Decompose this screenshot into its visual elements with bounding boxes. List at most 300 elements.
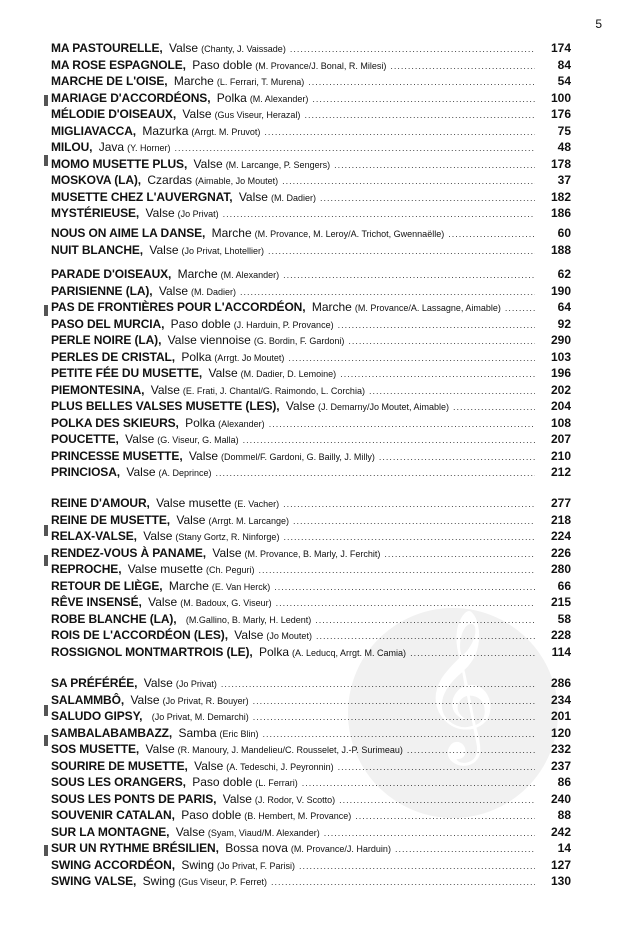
entry-title: MARCHE DE L'OISE,: [51, 74, 168, 88]
leader-dots: [268, 246, 535, 256]
leader-dots: [216, 468, 535, 478]
entry-credits: (Chanty, J. Vaissade): [201, 44, 286, 54]
entry-page-number: 176: [550, 107, 571, 121]
leader-dots: [338, 762, 535, 772]
leader-dots: [448, 229, 535, 239]
entry-page-number: 88: [557, 808, 571, 822]
toc-entry: [51, 709, 571, 726]
entry-title: ROBE BLANCHE (LA),: [51, 611, 177, 626]
entry-genre: Swing: [181, 857, 214, 872]
entry-page-number: 201: [550, 709, 571, 723]
leader-dots: [223, 209, 535, 219]
entry-title: PARISIENNE (LA),: [51, 283, 153, 298]
toc-entry: [51, 546, 571, 563]
entry-credits: (Jo Privat): [177, 209, 219, 219]
entry-page-number: 286: [550, 676, 571, 690]
toc-entry: [51, 595, 571, 612]
leader-dots: [293, 516, 535, 526]
leader-dots: [324, 828, 535, 838]
entry-credits: (Aimable, Jo Moutet): [195, 176, 279, 186]
leader-dots: [240, 287, 535, 297]
entry-title: PARADE D'OISEAUX,: [51, 267, 172, 281]
entry-title: RENDEZ-VOUS À PANAME,: [51, 545, 207, 560]
entry-page-number: 228: [550, 628, 571, 642]
entry-title: SOS MUSETTE,: [51, 742, 140, 756]
entry-title: NOUS ON AIME LA DANSE,: [51, 226, 206, 240]
entry-title: NUIT BLANCHE,: [51, 242, 144, 257]
leader-dots: [302, 778, 535, 788]
entry-page-number: 120: [550, 725, 571, 740]
binding-mark: [44, 735, 48, 746]
entry-page-number: 86: [557, 775, 571, 789]
toc-entry: [51, 383, 571, 400]
entry-credits: (A. Deprince): [158, 468, 212, 478]
entry-page-number: 182: [550, 189, 571, 204]
entry-genre: Marche: [311, 300, 352, 314]
entry-title: PETITE FÉE DU MUSETTE,: [51, 366, 203, 380]
entry-credits: (L. Ferrari, T. Murena): [216, 77, 305, 87]
leader-dots: [334, 160, 535, 170]
entry-genre: Valse: [149, 242, 179, 257]
toc-entry: [51, 645, 571, 662]
toc-entry: [51, 243, 571, 260]
entry-genre: Valse: [143, 676, 173, 690]
toc-entry: [51, 267, 571, 284]
entry-credits: (B. Hembert, M. Provance): [244, 811, 352, 821]
entry-page-number: 48: [557, 140, 571, 154]
entry-title: MIGLIAVACCA,: [51, 123, 137, 138]
leader-dots: [312, 94, 535, 104]
entry-credits: (E. Van Herck): [211, 581, 271, 592]
entry-page-number: 204: [550, 399, 571, 413]
entry-page-number: 103: [550, 349, 571, 364]
leader-dots: [269, 419, 535, 429]
toc-entry: [51, 399, 571, 416]
leader-dots: [274, 582, 535, 592]
entry-credits: (M. Alexander): [220, 270, 280, 280]
entry-genre: Samba: [178, 725, 217, 740]
entry-credits: (Alexander): [218, 418, 265, 429]
toc-entry: [51, 858, 571, 875]
leader-dots: [369, 386, 535, 396]
toc-entry: [51, 775, 571, 792]
entry-credits: (Jo Privat): [175, 679, 217, 689]
leader-dots: [221, 679, 535, 689]
entry-genre: Valse: [176, 512, 206, 527]
toc-entry: [51, 300, 571, 317]
entry-title: PASO DEL MURCIA,: [51, 316, 165, 331]
entry-credits: (Jo Privat, Lhotellier): [181, 245, 265, 256]
toc-entry: [51, 449, 571, 466]
entry-page-number: 114: [551, 644, 571, 659]
entry-page-number: 62: [557, 267, 571, 281]
entry-genre: Valse: [194, 758, 224, 773]
entry-credits: (A. Tedeschi, J. Peyronnin): [226, 761, 334, 772]
entry-credits: (M. Provance, M. Leroy/A. Trichot, Gwennaëlle): [254, 229, 445, 239]
entry-title: MÉLODIE D'OISEAUX,: [51, 107, 177, 121]
entry-page-number: 212: [550, 465, 571, 479]
toc-section: [51, 267, 571, 482]
entry-genre: Valse musette: [127, 562, 203, 576]
entry-page-number: 186: [550, 206, 571, 220]
leader-dots: [304, 110, 535, 120]
leader-dots: [174, 143, 535, 153]
entry-genre: Java: [98, 140, 125, 154]
entry-credits: (M. Dadier, D. Lemoine): [240, 369, 337, 379]
entry-title: MARIAGE D'ACCORDÉONS,: [51, 90, 211, 105]
leader-dots: [288, 353, 535, 363]
entry-genre: Valse: [285, 399, 315, 413]
leader-dots: [340, 369, 535, 379]
entry-page-number: 224: [550, 529, 571, 543]
toc-entry: [51, 432, 571, 449]
entry-credits: (M. Badoux, G. Viseur): [180, 598, 272, 608]
toc-entry: [51, 496, 571, 513]
entry-page-number: 188: [550, 242, 571, 257]
entry-genre: Valse musette: [156, 496, 232, 510]
entry-genre: Paso doble: [181, 808, 242, 822]
entry-genre: Marche: [177, 267, 218, 281]
entry-page-number: 127: [550, 857, 571, 872]
toc-entry: [51, 579, 571, 596]
leader-dots: [395, 844, 535, 854]
entry-title: POUCETTE,: [51, 432, 119, 446]
entry-page-number: 66: [557, 578, 571, 593]
entry-credits: (L. Ferrari): [255, 778, 298, 788]
entry-page-number: 130: [550, 874, 571, 888]
entry-credits: (Arrgt. M. Larcange): [208, 515, 289, 526]
toc-section: [51, 226, 571, 259]
entry-page-number: 218: [550, 512, 571, 527]
binding-mark: [44, 305, 48, 316]
entry-title: REINE D'AMOUR,: [51, 496, 150, 510]
entry-title: MYSTÉRIEUSE,: [51, 206, 140, 220]
entry-genre: Valse: [208, 366, 238, 380]
entry-title: REINE DE MUSETTE,: [51, 512, 170, 527]
entry-title: RÊVE INSENSÉ,: [51, 595, 142, 609]
entry-genre: Valse: [150, 382, 180, 397]
entry-page-number: 232: [550, 742, 571, 756]
leader-dots: [253, 712, 535, 722]
toc-entry: [51, 416, 571, 433]
toc-entry: [51, 107, 571, 124]
binding-mark: [44, 95, 48, 106]
toc-entry: [51, 874, 571, 891]
entry-credits: (E. Vacher): [234, 499, 280, 509]
entry-title: ROIS DE L'ACCORDÉON (LES),: [51, 628, 228, 642]
leader-dots: [355, 811, 535, 821]
leader-dots: [407, 745, 535, 755]
entry-title: MA ROSE ESPAGNOLE,: [51, 57, 186, 72]
toc-entry: [51, 726, 571, 743]
entry-page-number: 240: [550, 791, 571, 806]
entry-title: PRINCIOSA,: [51, 465, 121, 479]
entry-credits: (M. Provance/A. Lassagne, Aimable): [354, 303, 501, 313]
entry-title: MILOU,: [51, 140, 93, 154]
entry-page-number: 290: [550, 333, 571, 347]
entry-genre: Paso doble: [192, 775, 253, 789]
entry-credits: (Jo Privat, R. Bouyer): [162, 695, 249, 706]
toc-section: [51, 676, 571, 891]
toc-entry: [51, 173, 571, 190]
entry-title: SOUS LES ORANGERS,: [51, 775, 186, 789]
leader-dots: [271, 877, 535, 887]
toc-entry: [51, 825, 571, 842]
entry-page-number: 92: [557, 316, 571, 331]
entry-title: SOUS LES PONTS DE PARIS,: [51, 791, 217, 806]
entry-credits: (M. Provance, B. Marly, J. Ferchit): [244, 548, 381, 559]
entry-genre: Polka: [258, 644, 290, 659]
entry-credits: (R. Manoury, J. Mandelieu/C. Rousselet, J.-P. Surimeau): [177, 745, 403, 755]
entry-page-number: 242: [550, 824, 571, 839]
leader-dots: [290, 44, 535, 54]
toc-entry: [51, 190, 571, 207]
leader-dots: [283, 499, 535, 509]
entry-page-number: 60: [557, 226, 571, 240]
leader-dots: [390, 61, 535, 71]
entry-title: PAS DE FRONTIÈRES POUR L'ACCORDÉON,: [51, 300, 306, 314]
leader-dots: [243, 435, 535, 445]
entry-genre: Marche: [211, 226, 252, 240]
entry-credits: (Gus Viseur, Herazal): [214, 110, 301, 120]
entry-page-number: 37: [557, 173, 571, 187]
entry-page-number: 75: [557, 123, 571, 138]
toc-entry: [51, 562, 571, 579]
entry-credits: (Stany Gortz, R. Ninforge): [175, 532, 280, 542]
toc-entry: [51, 513, 571, 530]
entry-genre: Bossa nova: [225, 841, 288, 855]
entry-title: ROSSIGNOL MONTMARTROIS (LE),: [51, 644, 253, 659]
toc-entry: [51, 841, 571, 858]
leader-dots: [264, 127, 535, 137]
entry-credits: (J. Harduin, P. Provance): [233, 319, 334, 330]
entry-genre: Valse: [125, 432, 155, 446]
entry-page-number: 54: [557, 74, 571, 88]
entry-page-number: 237: [550, 758, 571, 773]
entry-credits: (Eric Blin): [219, 728, 259, 739]
entry-title: MOSKOVA (LA),: [51, 173, 142, 187]
toc-entry: [51, 226, 571, 243]
entry-page-number: 14: [557, 841, 571, 855]
leader-dots: [348, 336, 535, 346]
entry-genre: Valse: [158, 283, 188, 298]
entry-title: MA PASTOURELLE,: [51, 41, 163, 55]
entry-credits: (Syam, Viaud/M. Alexander): [207, 827, 320, 838]
toc-entry: [51, 759, 571, 776]
entry-genre: Marche: [173, 74, 214, 88]
toc-entry: [51, 350, 571, 367]
entry-title: RELAX-VALSE,: [51, 529, 137, 543]
leader-dots: [282, 176, 535, 186]
toc-entry: [51, 465, 571, 482]
entry-genre: Polka: [181, 349, 212, 364]
entry-title: POLKA DES SKIEURS,: [51, 415, 179, 430]
entry-page-number: 234: [550, 692, 571, 707]
entry-credits: (M. Provance/J. Harduin): [290, 844, 391, 854]
entry-genre: Valse: [182, 107, 212, 121]
toc-entry: [51, 693, 571, 710]
toc-entry: [51, 808, 571, 825]
entry-page-number: 207: [550, 432, 571, 446]
entry-genre: Valse: [145, 206, 175, 220]
entry-title: PERLE NOIRE (LA),: [51, 333, 162, 347]
entry-page-number: 100: [550, 90, 571, 105]
entry-page-number: 280: [550, 562, 571, 576]
entry-genre: Mazurka: [142, 123, 189, 138]
entry-genre: Valse: [238, 189, 268, 204]
entry-title: SUR LA MONTAGNE,: [51, 824, 170, 839]
page-number: 5: [595, 17, 602, 31]
entry-genre: Valse: [175, 824, 205, 839]
toc-entry: [51, 333, 571, 350]
toc-entry: [51, 41, 571, 58]
leader-dots: [283, 270, 535, 280]
entry-credits: (M. Dadier): [270, 192, 316, 203]
toc-entry: [51, 676, 571, 693]
entry-title: PIEMONTESINA,: [51, 382, 145, 397]
toc-entry: [51, 529, 571, 546]
toc-entry: [51, 792, 571, 809]
entry-genre: Valse: [234, 628, 264, 642]
entry-genre: Valse: [188, 448, 219, 463]
entry-title: SWING VALSE,: [51, 874, 137, 888]
entry-title: SOURIRE DE MUSETTE,: [51, 758, 188, 773]
entry-title: MUSETTE CHEZ L'AUVERGNAT,: [51, 189, 233, 204]
leader-dots: [453, 402, 535, 412]
entry-page-number: 202: [550, 382, 571, 397]
entry-credits: (M. Provance/J. Bonal, R. Milesi): [255, 60, 387, 71]
toc-entry: [51, 317, 571, 334]
entry-genre: Polka: [185, 415, 216, 430]
entry-genre: Valse: [143, 529, 173, 543]
leader-dots: [315, 615, 535, 625]
entry-credits: (Y. Horner): [127, 143, 171, 153]
leader-dots: [410, 648, 535, 658]
entry-page-number: 84: [557, 57, 571, 72]
leader-dots: [339, 795, 535, 805]
entry-page-number: 174: [550, 41, 571, 55]
entry-credits: (A. Leducq, Arrgt. M. Camia): [292, 647, 407, 658]
entry-credits: (Gus Viseur, P. Ferret): [178, 877, 267, 887]
toc-entry: [51, 157, 571, 174]
toc-entry: [51, 58, 571, 75]
binding-mark: [44, 705, 48, 716]
leader-dots: [320, 193, 535, 203]
entry-credits: (M. Larcange, P. Sengers): [225, 159, 331, 170]
entry-credits: (Arrgt. M. Pruvot): [191, 126, 261, 137]
entry-genre: Marche: [168, 578, 209, 593]
entry-credits: (J. Rodor, V. Scotto): [254, 794, 336, 805]
entry-title: SALAMMBÔ,: [51, 692, 125, 707]
entry-title: REPROCHE,: [51, 562, 122, 576]
entry-genre: Valse: [126, 465, 156, 479]
entry-genre: Valse: [168, 41, 199, 55]
entry-genre: Czardas: [147, 173, 193, 187]
entry-credits: (G. Bordin, F. Gardoni): [253, 336, 345, 346]
entry-page-number: 277: [550, 496, 571, 510]
entry-credits: (J. Demarny/Jo Moutet, Aimable): [317, 402, 450, 412]
toc-entry: [51, 628, 571, 645]
binding-mark: [44, 555, 48, 566]
binding-mark: [44, 525, 48, 536]
entry-title: SAMBALABAMBAZZ,: [51, 725, 173, 740]
entry-credits: (Jo Privat, M. Demarchi): [151, 712, 249, 722]
entry-page-number: 64: [557, 300, 571, 314]
entry-credits: (Ch. Peguri): [205, 565, 255, 575]
entry-credits: (Jo Privat, F. Parisi): [217, 860, 296, 871]
entry-page-number: 210: [550, 448, 571, 463]
entry-title: PLUS BELLES VALSES MUSETTE (LES),: [51, 399, 280, 413]
entry-title: RETOUR DE LIÈGE,: [51, 578, 163, 593]
entry-credits: (M.Gallino, B. Marly, H. Ledent): [185, 614, 312, 625]
leader-dots: [258, 565, 535, 575]
entry-genre: Paso doble: [192, 57, 253, 72]
leader-dots: [338, 320, 535, 330]
toc-entry: [51, 284, 571, 301]
leader-dots: [299, 861, 535, 871]
entry-title: SALUDO GIPSY,: [51, 709, 143, 723]
entry-credits: (Jo Moutet): [266, 631, 312, 641]
leader-dots: [308, 77, 535, 87]
entry-genre: Valse viennoise: [167, 333, 251, 347]
entry-credits: (M. Dadier): [191, 286, 237, 297]
entry-genre: Valse: [148, 595, 178, 609]
toc-entry: [51, 366, 571, 383]
binding-mark: [44, 845, 48, 856]
entry-genre: Paso doble: [170, 316, 231, 331]
entry-title: MOMO MUSETTE PLUS,: [51, 156, 188, 171]
toc-section: [51, 41, 571, 223]
toc-section: [51, 496, 571, 661]
entry-title: PRINCESSE MUSETTE,: [51, 448, 183, 463]
entry-credits: (E. Frati, J. Chantal/G. Raimondo, L. Corchia): [182, 385, 365, 396]
entry-title: SOUVENIR CATALAN,: [51, 808, 175, 822]
entry-genre: Swing: [142, 874, 176, 888]
entry-page-number: 196: [550, 366, 571, 380]
leader-dots: [253, 696, 535, 706]
entry-credits: (M. Alexander): [249, 93, 309, 104]
leader-dots: [505, 303, 535, 313]
leader-dots: [276, 598, 535, 608]
toc-entry: [51, 124, 571, 141]
entry-page-number: 178: [550, 156, 571, 171]
entry-page-number: 58: [557, 611, 571, 626]
toc-entry: [51, 206, 571, 223]
toc-entry: [51, 742, 571, 759]
entry-page-number: 215: [550, 595, 571, 609]
toc-entry: [51, 91, 571, 108]
entry-genre: Valse: [212, 545, 242, 560]
entry-title: SUR UN RYTHME BRÉSILIEN,: [51, 841, 219, 855]
entry-genre: Valse: [145, 742, 175, 756]
binding-mark: [44, 155, 48, 166]
entry-page-number: 226: [550, 545, 571, 560]
leader-dots: [283, 532, 535, 542]
leader-dots: [384, 549, 535, 559]
treble-clef-icon: 𝄞: [420, 607, 497, 759]
toc-entry: [51, 74, 571, 91]
toc-entry: [51, 140, 571, 157]
entry-title: PERLES DE CRISTAL,: [51, 349, 175, 364]
toc-entry: [51, 612, 571, 629]
leader-dots: [379, 452, 535, 462]
leader-dots: [316, 631, 535, 641]
entry-genre: Valse: [193, 156, 223, 171]
entry-title: SA PRÉFÉRÉE,: [51, 676, 138, 690]
entry-genre: Valse: [130, 692, 160, 707]
entry-credits: (Arrgt. Jo Moutet): [214, 352, 285, 363]
leader-dots: [263, 729, 535, 739]
